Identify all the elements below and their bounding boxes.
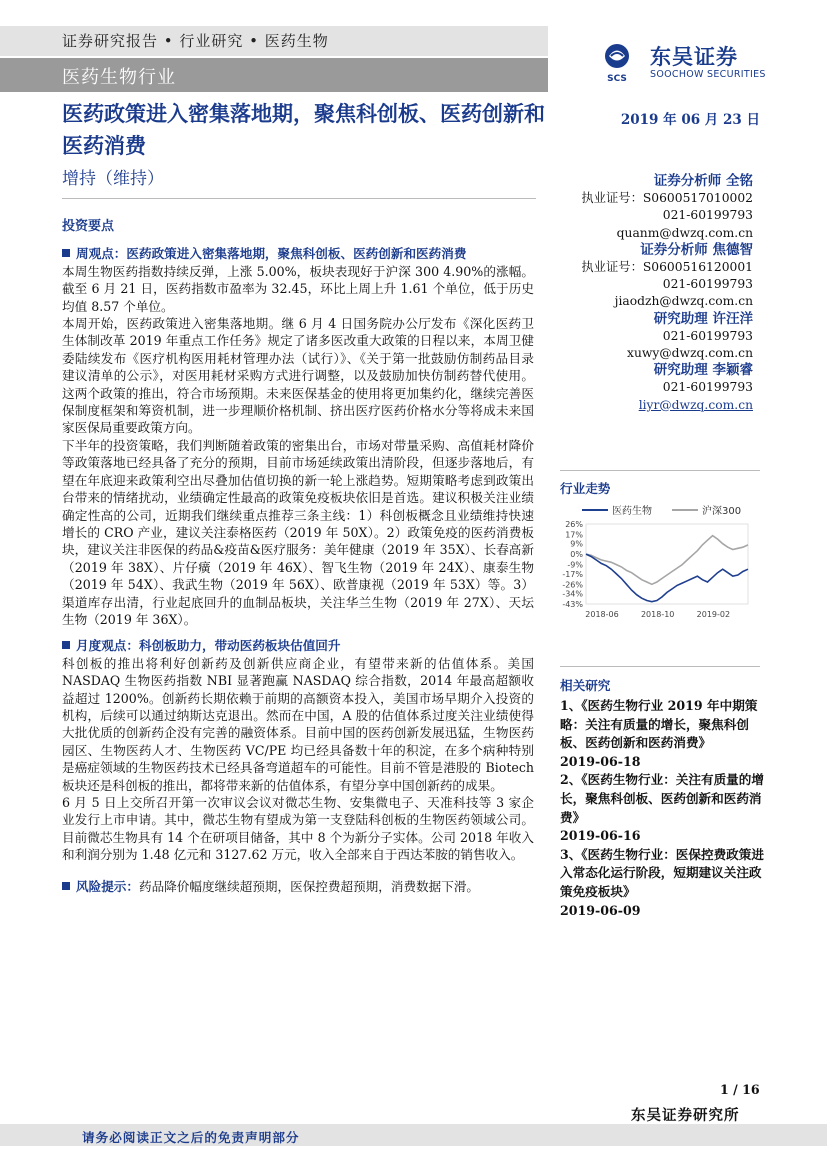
rating: 增持（维持）	[62, 169, 164, 189]
square-bullet-icon	[62, 249, 70, 257]
analyst-name: 证券分析师 全铭	[653, 173, 753, 189]
analyst-email[interactable]: xuwy@dwzq.com.cn	[627, 346, 753, 361]
related-item-date: 2019-06-18	[560, 753, 641, 769]
legend-label: 沪深300	[702, 506, 742, 517]
y-tick-label: 26%	[565, 520, 583, 529]
report-date: 2019 年 06 月 23 日	[620, 112, 760, 128]
divider	[560, 470, 760, 471]
section-2-heading	[62, 637, 534, 654]
company-logo	[600, 41, 780, 85]
risk-section	[62, 878, 534, 895]
section-2-title: 月度观点：科创板助力，带动医药板块估值回升	[76, 638, 341, 654]
y-tick-label: -9%	[567, 560, 583, 570]
analyst-phone: 021-60199793	[662, 328, 753, 343]
y-tick-label: 9%	[570, 539, 583, 549]
x-tick-label: 2019-02	[696, 610, 731, 619]
divider	[560, 666, 760, 667]
x-tick-label: 2018-10	[640, 610, 675, 619]
risk-title: 风险提示：	[76, 878, 139, 894]
analyst-email[interactable]: liyr@dwzq.com.cn	[638, 397, 753, 412]
analyst-cert: 执业证号：S0600517010002	[581, 191, 753, 206]
page-number: 1 / 16	[720, 1082, 760, 1097]
sector-bar	[0, 58, 548, 92]
x-tick-label: 2018-06	[585, 610, 619, 619]
risk-text: 药品降价幅度继续超预期，医保控费超预期，消费数据下滑。	[138, 878, 479, 894]
report-title: 医药政策进入密集落地期，聚焦科创板、医药创新和医药消费	[62, 101, 545, 158]
related-item-date: 2019-06-16	[560, 828, 641, 844]
paragraph: 下半年的投资策略，我们判断随着政策的密集出台，市场对带量采购、高值耗材降价等政策落地已经具备了充分的预期，目前市场延续政策出清阶段，但逐步落地后，有望在年底迎来政策利空出尽叠加估值切换的新一轮上涨趋势。短期策略考虑到政策出台带来的情绪扰动，业绩确定性最高的政策免疫板块依旧是首选。建议积极关注业绩确定性高的公司，近期我们继续重点推荐三条主线：1）科创板概念且业绩维持快速增长的 CRO 产业，建议关注泰格医药（2019 年 50X）。2）政策免疫的医药消费板块，建议关注非医保的药品&疫苗&医疗服务：美年健康（2019 年 35X）、长春高新（2019 年 38X）、片仔癀（2019 年 46X）、智飞生物（2019 年 24X）、康泰生物（2019 年 54X）、我武生物（2019 年 56X）、欧普康视（2019 年 53X）等。3）渠道库存出清，行业起底回升的血制品板块，关注华兰生物（2019 年 27X）、天坛生物（2019 年 36X）。	[62, 437, 534, 627]
logo-name-cn: 东吴证券	[650, 45, 738, 69]
analyst-phone: 021-60199793	[662, 208, 753, 223]
header-breadcrumb-bar	[0, 26, 548, 56]
related-item[interactable]: 3、《医药生物行业：医保控费政策进入常态化运行阶段，短期建议关注政策免疫板块》	[560, 846, 764, 899]
y-tick-label: -17%	[562, 569, 583, 579]
disclaimer-bar	[0, 1124, 827, 1146]
trend-title: 行业走势	[560, 481, 611, 496]
sector-label: 医药生物行业	[62, 67, 176, 88]
related-item[interactable]: 2、《医药生物行业：关注有质量的增长，聚焦科创板、医药创新和医药消费》	[560, 772, 764, 825]
industry-trend-chart	[560, 500, 760, 624]
related-item-date: 2019-06-09	[560, 902, 641, 918]
analyst-email[interactable]: jiaodzh@dwzq.com.cn	[614, 294, 753, 309]
legend-label: 医药生物	[612, 506, 652, 517]
logo-mark-text: SCS	[607, 74, 627, 84]
paragraph: 6 月 5 日上交所召开第一次审议会议对微芯生物、安集微电子、天准科技等 3 家企业发行上市申请。其中，微芯生物有望成为第一支登陆科创板的生物医药领域公司。目前微芯生物具有 14 个在研项目储备，其中 8 个为新分子实体。公司 2018 年收入和利润分别为 1.48 亿元和 3127.62 万元，收入全部来自于西达苯胺的销售收入。	[62, 795, 534, 863]
main-body	[62, 218, 534, 895]
paragraph: 本周生物医药指数持续反弹，上涨 5.00%，板块表现好于沪深 300 4.90%的涨幅。截至 6 月 21 日，医药指数市盈率为 32.45，环比上周上升 1.61 个单位，低于历史均值 8.57 个单位。	[62, 263, 534, 314]
divider	[62, 198, 536, 199]
section-1-title: 周观点：医药政策进入密集落地期，聚焦科创板、医药创新和医药消费	[76, 246, 467, 262]
square-bullet-icon	[62, 641, 70, 649]
analyst-name: 研究助理 李颖睿	[653, 362, 753, 379]
breadcrumb: 证券研究报告 • 行业研究 • 医药生物	[62, 32, 329, 50]
paragraph: 科创板的推出将利好创新药及创新供应商企业，有望带来新的估值体系。美国 NASDAQ 生物医药指数 NBI 显著跑赢 NASDAQ 综合指数，2014 年最高超额收益超过 1200%。创新药长期依赖于前期的高额资本投入，美国市场早期介入投资的机构，后续可以通过纳斯达克退出。然而在中国，A 股的估值体系过度关注业绩使得大批优质的创新药企没有完善的融资体系。目前中国的医药创新发展迅猛，生物医药园区、生物医药人才、生物医药 VC/PE 均已经具备数十年的积淀，在多个病种特别是癌症领域的生物医药技术已经具备弯道超车的可能性。目前不管是港股的 Biotech 板块还是科创板的推出，都将带来新的估值体系，有望分享中国创新药的成果。	[62, 655, 534, 793]
analyst-name: 研究助理 许汪洋	[653, 310, 753, 327]
analyst-phone: 021-60199793	[662, 380, 753, 395]
disclaimer-text: 请务必阅读正文之后的免责声明部分	[82, 1130, 300, 1145]
analyst-phone: 021-60199793	[662, 277, 753, 292]
square-bullet-icon	[62, 882, 70, 890]
investment-heading: 投资要点	[62, 219, 115, 234]
y-tick-label: -43%	[562, 600, 583, 609]
analyst-cert: 执业证号：S0600516120001	[581, 260, 753, 275]
analyst-name: 证券分析师 焦德智	[640, 241, 753, 258]
institute-name: 东吴证券研究所	[631, 1107, 740, 1124]
logo-mark-icon	[600, 41, 648, 85]
y-tick-label: 17%	[565, 530, 583, 540]
analyst-panel	[580, 173, 753, 414]
related-research-list	[560, 697, 770, 920]
series-line	[586, 536, 748, 585]
analyst-email[interactable]: quanm@dwzq.com.cn	[616, 225, 753, 240]
y-tick-label: -26%	[562, 580, 583, 590]
y-tick-label: 0%	[570, 550, 583, 560]
related-item[interactable]: 1、《医药生物行业 2019 年中期策略：关注有质量的增长，聚焦科创板、医药创新和医药消费》	[560, 698, 758, 751]
section-1-heading	[62, 245, 534, 262]
paragraph: 本周开始，医药政策进入密集落地期。继 6 月 4 日国务院办公厅发布《深化医药卫生体制改革 2019 年重点工作任务》规定了诸多医改重大政策的日程以来，本周卫健委陆续发布《医疗机构医用耗材管理办法（试行）》、《关于第一批鼓励仿制药品目录建议清单的公示》，对医用耗材采购方式进行调整，以及鼓励加快仿制药替代使用。这两个政策的推出，符合市场预期。未来医保基金的使用将更加集约化，继续完善医保制度框架和筹资机制，进一步理顺价格机制、挤出医疗医药价格水分等将成未来国家医保局重要政策方向。	[62, 316, 534, 436]
y-tick-label: -34%	[562, 589, 583, 599]
logo-name-en: SOOCHOW SECURITIES	[650, 69, 766, 80]
related-title: 相关研究	[560, 678, 611, 693]
